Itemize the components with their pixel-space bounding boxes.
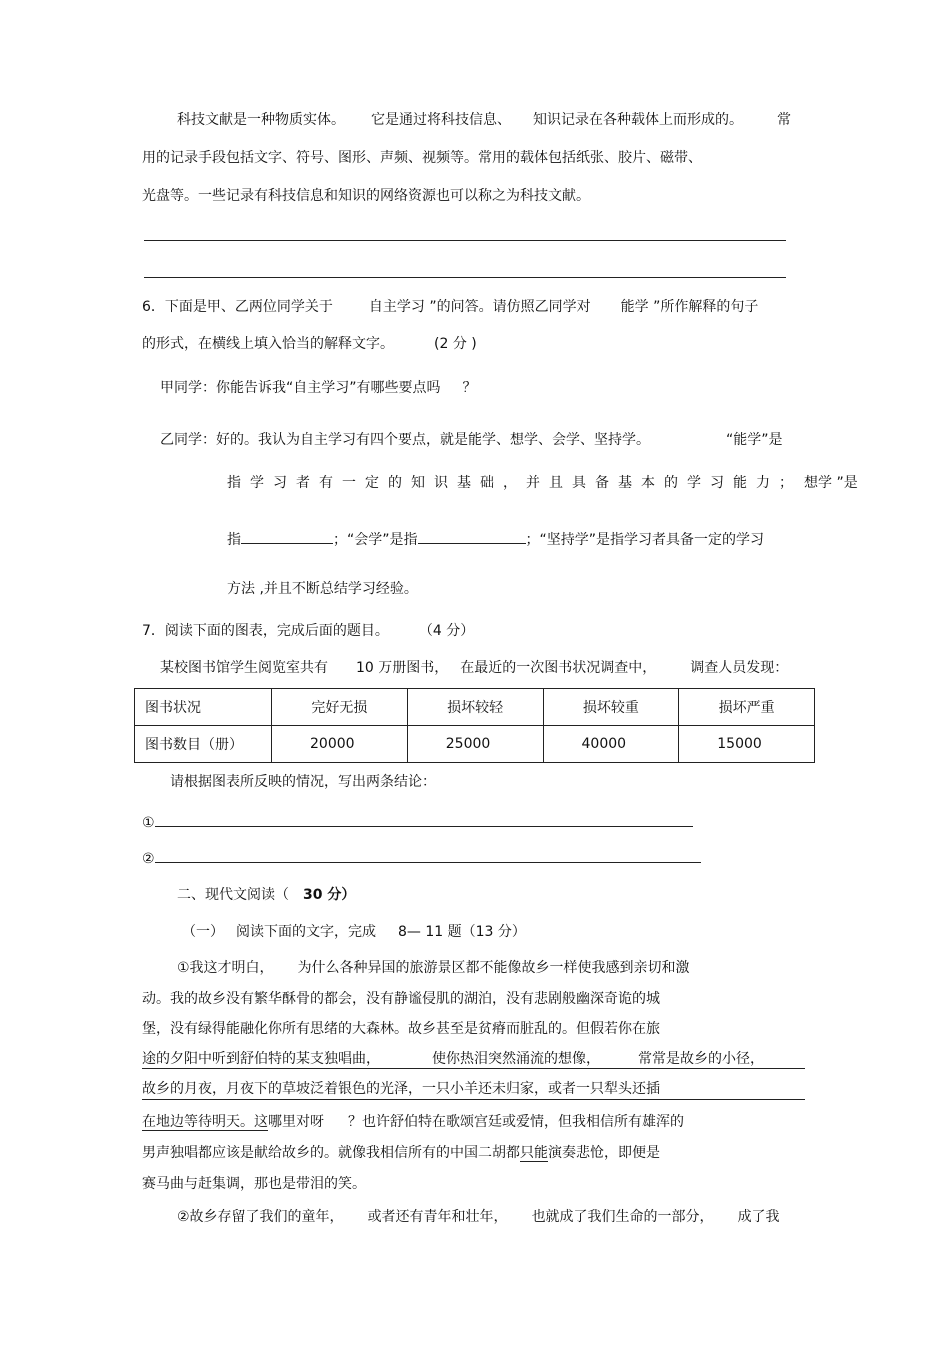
passage-line xyxy=(142,1112,684,1132)
intro-text: 它是通过将科技信息、 xyxy=(371,112,511,128)
q6-text: 能学 ”所作解释的句子 xyxy=(620,299,759,315)
yi-text: 指 xyxy=(227,532,241,548)
q7-text: 调查人员发现： xyxy=(690,660,789,676)
sub-text: （一） xyxy=(182,924,224,940)
passage-text: 途的夕阳中听到舒伯特的某支独唱曲， xyxy=(142,1051,380,1067)
yi-text: 想学 ”是 xyxy=(804,475,858,491)
intro-line-1 xyxy=(177,110,791,130)
underline-mark xyxy=(142,1099,805,1100)
fill-blank-huixue[interactable] xyxy=(418,529,526,544)
q7-title xyxy=(142,621,474,641)
passage-text: 成了我 xyxy=(737,1209,780,1225)
q7-text: 10 万册图书， xyxy=(356,660,449,676)
passage-text: 或者还有青年和壮年， xyxy=(367,1209,508,1225)
q7-answer-2 xyxy=(142,848,701,869)
passage-text: 哪里对呀 xyxy=(268,1114,324,1130)
q7-prompt: 请根据图表所反映的情况，写出两条结论： xyxy=(170,774,436,790)
q7-score: （4 分） xyxy=(418,623,475,639)
passage-line: 堡，没有绿得能融化你所有思绪的大森林。故乡甚至是贫瘠而脏乱的。但假若你在旅 xyxy=(142,1021,660,1037)
yi-text: 指学习者有一定的知识基础，并且具备基本的学习能力； xyxy=(227,475,802,491)
q6-jia xyxy=(160,378,477,398)
q6-yi-4: 方法 ,并且不断总结学习经验。 xyxy=(227,581,418,597)
intro-line-3: 光盘等。一些记录有科技信息和知识的网络资源也可以称之为科技文献。 xyxy=(142,188,590,204)
answer-blank-1[interactable] xyxy=(155,812,693,827)
passage-text: 男声独唱都应该是献给故乡的。就像我相信所有的中国二胡都 xyxy=(142,1145,520,1161)
q7-text: 在最近的一次图书状况调查中， xyxy=(460,660,657,676)
intro-text: 知识记录在各种载体上而形成的。 xyxy=(533,112,743,128)
q7-text: 某校图书馆学生阅览室共有 xyxy=(160,660,328,676)
fill-blank-xiangxue[interactable] xyxy=(241,529,333,544)
q6-text: 自主学习 ”的问答。请仿照乙同学对 xyxy=(368,299,591,315)
passage-text: 演奏悲怆，即便是 xyxy=(548,1145,660,1161)
table-cell: 25000 xyxy=(407,726,543,763)
answer-marker: ① xyxy=(142,815,155,831)
q7-answer-1 xyxy=(142,812,693,833)
section2-title xyxy=(177,885,355,905)
yi-text: ；“会学”是指 xyxy=(333,532,418,548)
q6-yi-1 xyxy=(160,430,783,450)
passage-text: 也就成了我们生命的一部分， xyxy=(531,1209,714,1225)
answer-line[interactable] xyxy=(144,277,786,278)
q6-line-2 xyxy=(142,334,477,354)
passage-line-underlined xyxy=(142,1049,764,1069)
table-header-cell: 损坏严重 xyxy=(679,689,815,726)
table-header-row xyxy=(135,689,815,726)
passage-text: 使你热泪突然涌流的想像， xyxy=(432,1051,600,1067)
table-cell: 15000 xyxy=(679,726,815,763)
answer-line[interactable] xyxy=(144,240,786,241)
answer-blank-2[interactable] xyxy=(155,848,701,863)
table-cell: 40000 xyxy=(543,726,679,763)
q6-text: 的形式，在横线上填入恰当的解释文字。 xyxy=(142,336,394,352)
q6-yi-3 xyxy=(227,529,764,550)
table-row-label: 图书数目（册） xyxy=(135,726,272,763)
q7-intro xyxy=(160,658,788,678)
table-header-cell: 损坏较重 xyxy=(543,689,679,726)
table-cell: 20000 xyxy=(272,726,408,763)
passage-text: 只能 xyxy=(520,1145,548,1161)
yi-text: 乙同学：好的。我认为自主学习有四个要点，就是能学、想学、会学、坚持学。 xyxy=(160,432,650,448)
table-header-cell: 完好无损 xyxy=(272,689,408,726)
q6-yi-2 xyxy=(227,473,858,493)
passage-text: 常常是故乡的小径， xyxy=(638,1051,764,1067)
section-title-text: 二、现代文阅读（ xyxy=(177,887,289,903)
yi-text: “能学”是 xyxy=(726,432,783,448)
passage-line xyxy=(142,1143,660,1163)
passage-text: ①我这才明白， xyxy=(177,960,274,976)
q6-score: (2 分 ) xyxy=(434,336,477,352)
passage-line xyxy=(177,1207,780,1227)
intro-line-2: 用的记录手段包括文字、符号、图形、声频、视频等。常用的载体包括纸张、胶片、磁带、 xyxy=(142,150,702,166)
passage-line: 故乡的月夜，月夜下的草坡泛着银色的光泽，一只小羊还未归家，或者一只犁头还插 xyxy=(142,1081,660,1097)
passage-text: ②故乡存留了我们的童年， xyxy=(177,1209,344,1225)
answer-marker: ② xyxy=(142,851,155,867)
table-header-cell: 损坏较轻 xyxy=(407,689,543,726)
book-status-table xyxy=(134,688,815,763)
intro-text: 常 xyxy=(777,112,791,128)
yi-text: ；“坚持学”是指学习者具备一定的学习 xyxy=(525,532,765,548)
passage-text: 为什么各种异国的旅游景区都不能像故乡一样使我感到亲切和激 xyxy=(297,960,690,976)
section2-sub xyxy=(182,922,526,942)
q7-text: 7．阅读下面的图表，完成后面的题目。 xyxy=(142,623,389,639)
sub-text: 8— 11 题（13 分） xyxy=(398,924,526,940)
passage-line xyxy=(177,958,690,978)
table-row xyxy=(135,726,815,763)
section-score: 30 分） xyxy=(303,887,356,903)
q6-text: 6．下面是甲、乙两位同学关于 xyxy=(142,299,333,315)
intro-text: 科技文献是一种物质实体。 xyxy=(177,112,345,128)
passage-line: 赛马曲与赶集调，那也是带泪的笑。 xyxy=(142,1176,366,1192)
jia-text: 甲同学：你能告诉我“自主学习”有哪些要点吗 xyxy=(160,380,441,396)
sub-text: 阅读下面的文字，完成 xyxy=(236,924,376,940)
table-header-cell: 图书状况 xyxy=(135,689,272,726)
passage-line: 动。我的故乡没有繁华酥骨的都会，没有静谧侵肌的湖泊，没有悲剧般幽深奇诡的城 xyxy=(142,991,660,1007)
jia-text: ？ xyxy=(462,380,477,396)
q6-line-1 xyxy=(142,297,758,317)
passage-text: ？也许舒伯特在歌颂宫廷或爱情，但我相信所有雄浑的 xyxy=(348,1114,684,1130)
passage-text: 在地边等待明天。这 xyxy=(142,1114,268,1130)
underline-mark xyxy=(142,1068,805,1069)
